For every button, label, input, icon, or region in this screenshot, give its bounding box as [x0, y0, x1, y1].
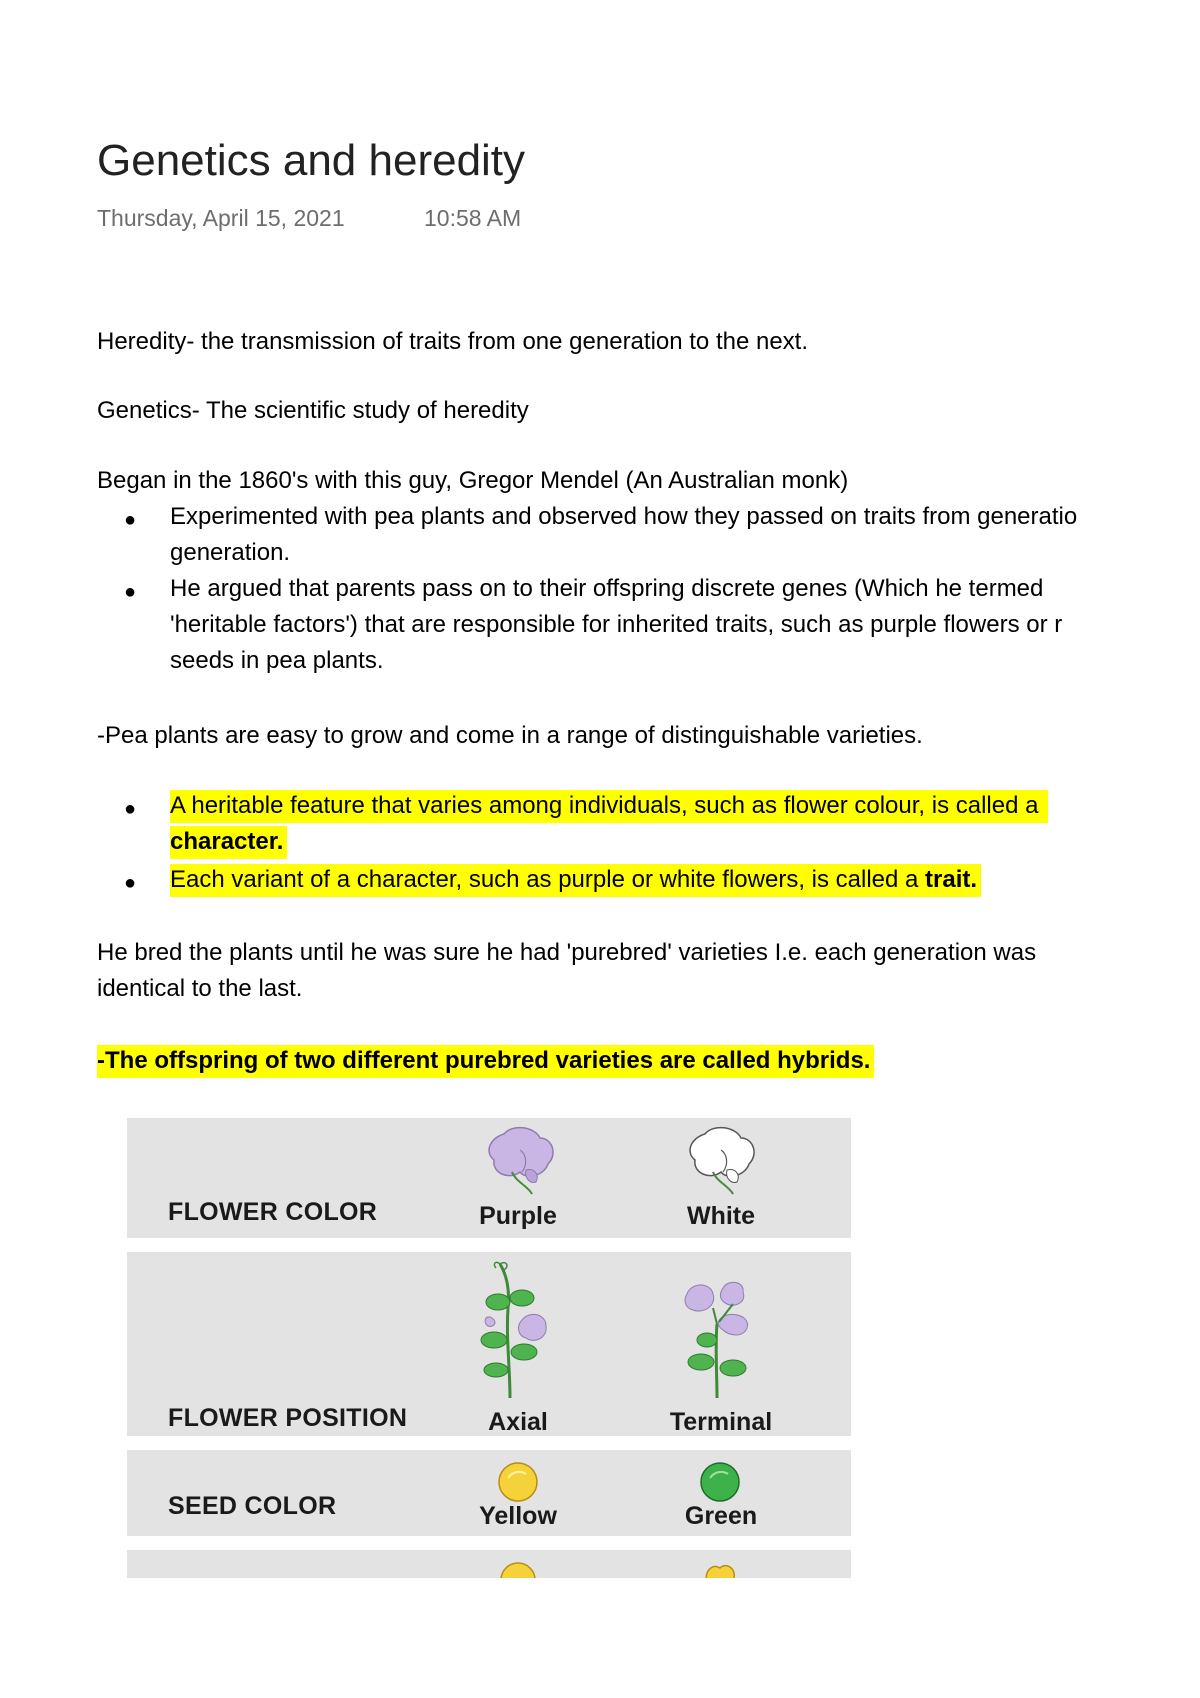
- character-label: FLOWER POSITION: [168, 1404, 408, 1432]
- character-label: FLOWER COLOR: [168, 1198, 378, 1226]
- note-time: 10:58 AM: [424, 205, 522, 231]
- hybrids-note: [97, 1043, 874, 1079]
- trait-row-flower-color: [127, 1118, 851, 1238]
- bullet-character-line1: [170, 788, 1048, 824]
- trait-b-label: Terminal: [669, 1408, 773, 1436]
- trait-b-label: White: [686, 1202, 756, 1230]
- bullet-experimented-line2: generation.: [170, 539, 291, 566]
- bullet-trait-line: [170, 862, 981, 898]
- purebred-line1: He bred the plants until he was sure he had 'purebred' varieties I.e. each generation was: [97, 939, 1037, 966]
- highlighted-text: Each variant of a character, such as purple or white flowers, is called a: [170, 866, 926, 893]
- bullet-experimented-line1: Experimented with pea plants and observed how they passed on traits from generatio: [170, 503, 1078, 530]
- bullet-argued-line3: seeds in pea plants.: [170, 647, 384, 674]
- white-flower-icon: [683, 1124, 763, 1196]
- pea-traits-figure: [127, 1118, 851, 1578]
- bullet-dot-icon: ●: [124, 872, 137, 894]
- bullet-argued-line2: 'heritable factors') that are responsible for inherited traits, such as purple flowers or r: [170, 611, 1063, 638]
- character-label: SEED COLOR: [168, 1492, 337, 1520]
- mendel-intro: Began in the 1860's with this guy, Gregor Mendel (An Australian monk): [97, 467, 849, 494]
- bullet-dot-icon: ●: [124, 509, 137, 531]
- trait-term: trait.: [925, 866, 978, 893]
- trait-a-label: Axial: [488, 1408, 548, 1436]
- character-term: character.: [170, 828, 284, 855]
- pea-plants-note: -Pea plants are easy to grow and come in a range of distinguishable varieties.: [97, 722, 923, 749]
- axial-plant-icon: [470, 1258, 560, 1400]
- note-date: Thursday, April 15, 2021: [97, 205, 345, 231]
- seed-shape-wrinkled-icon: [700, 1560, 740, 1578]
- terminal-plant-icon: [677, 1278, 767, 1400]
- trait-row-partial: [127, 1550, 851, 1578]
- bullet-character-line2: [170, 824, 287, 860]
- trait-a-label: Purple: [479, 1202, 557, 1230]
- trait-b-label: Green: [684, 1502, 758, 1530]
- highlighted-text: A heritable feature that varies among individuals, such as flower colour, is called a: [170, 790, 1048, 823]
- seed-shape-round-icon: [498, 1560, 538, 1578]
- green-seed-icon: [698, 1460, 742, 1504]
- yellow-seed-icon: [496, 1460, 540, 1504]
- purple-flower-icon: [482, 1124, 562, 1196]
- bullet-dot-icon: ●: [124, 798, 137, 820]
- purebred-line2: identical to the last.: [97, 975, 303, 1002]
- trait-row-seed-color: [127, 1450, 851, 1536]
- trait-row-flower-position: [127, 1252, 851, 1436]
- page-title: Genetics and heredity: [97, 136, 526, 185]
- genetics-definition: Genetics- The scientific study of heredity: [97, 397, 529, 424]
- trait-a-label: Yellow: [479, 1502, 557, 1530]
- hybrids-text: -The offspring of two different purebred varieties are called hybrids.: [97, 1047, 871, 1074]
- bullet-dot-icon: ●: [124, 581, 137, 603]
- heredity-definition: Heredity- the transmission of traits from one generation to the next.: [97, 328, 809, 355]
- bullet-argued-line1: He argued that parents pass on to their offspring discrete genes (Which he termed: [170, 575, 1044, 602]
